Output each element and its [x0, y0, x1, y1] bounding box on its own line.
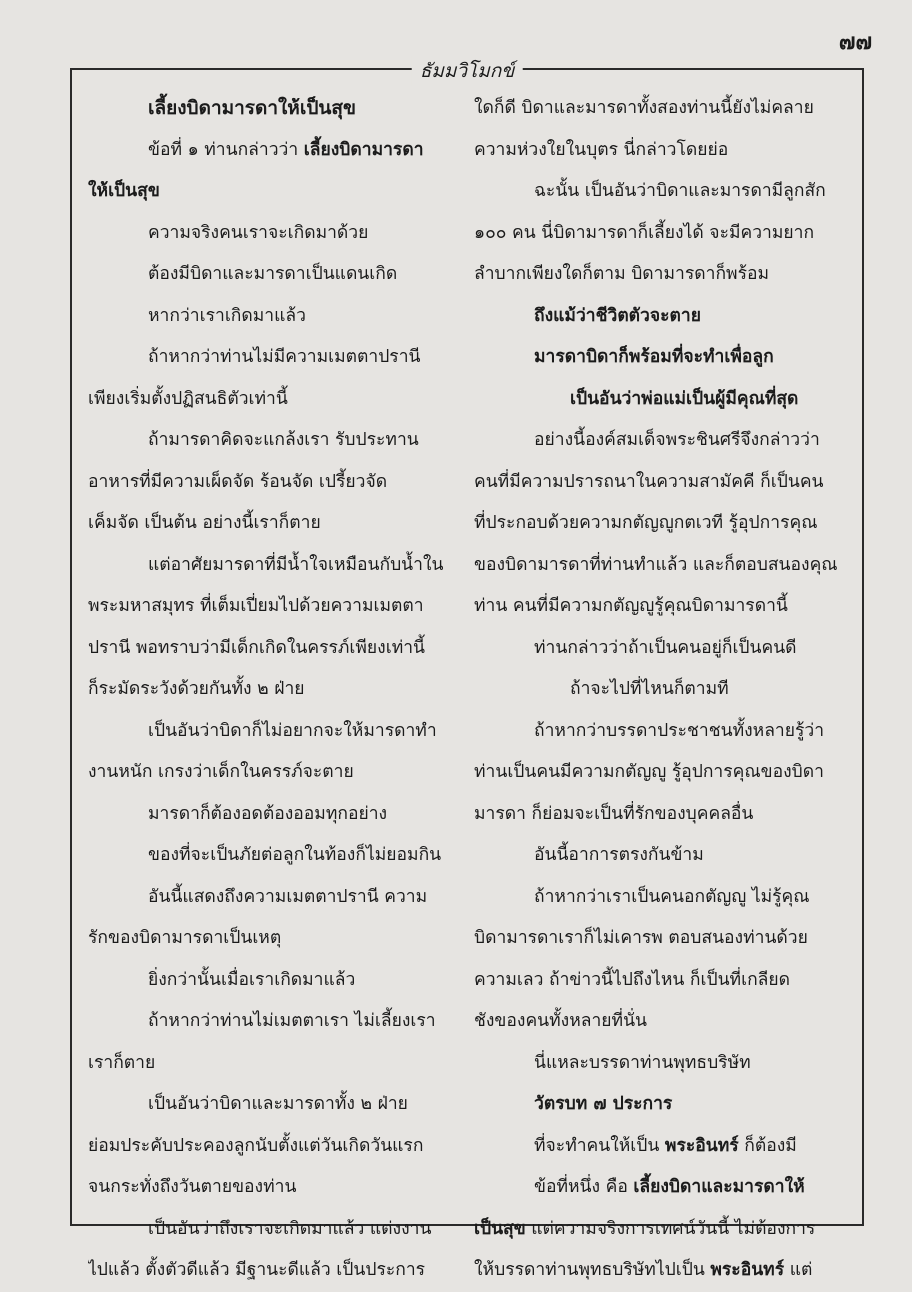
text-line: ถ้ามารดาคิดจะแกล้งเรา รับประทาน [148, 430, 419, 450]
text-fragment: ข้อที่หนึ่ง คือ [534, 1177, 634, 1197]
text-line: อันนี้แสดงถึงความเมตตาปรานี ความ [148, 886, 428, 907]
text-line: มารดาก็ต้องอดต้องออมทุกอย่าง [148, 803, 388, 824]
text-line: นี่แหละบรรดาท่านพุทธบริษัท [534, 1052, 751, 1073]
text-line: เป็นอันว่าบิดาและมารดาทั้ง ๒ ฝ่าย [148, 1094, 408, 1114]
left-column [88, 88, 458, 1292]
text-line: ลำบากเพียงใดก็ตาม บิดามารดาก็พร้อม [474, 264, 770, 284]
text-line: จนกระทั่งถึงวันตายของท่าน [88, 1177, 297, 1197]
text-line: แต่อาศัยมารดาที่มีน้ำใจเหมือนกับน้ำใน [148, 554, 444, 575]
bold-fragment: พระอินทร์ [664, 1135, 739, 1156]
bold-line: ถึงแม้ว่าชีวิตตัวจะตาย [534, 305, 701, 326]
text-line: อันนี้อาการตรงกันข้าม [534, 845, 704, 865]
text-line [474, 1167, 844, 1209]
bold-fragment: เลี้ยงบิดามารดา [303, 139, 424, 160]
text-line: ท่านเป็นคนมีความกตัญญู รู้อุปการคุณของบิดา [474, 762, 824, 782]
text-line [88, 130, 458, 172]
text-fragment: ก็ต้องมี [738, 1135, 797, 1156]
text-line: บิดามารดาเราก็ไม่เคารพ ตอบสนองท่านด้วย [474, 928, 808, 948]
section-heading: เลี้ยงบิดามารดาให้เป็นสุข [148, 97, 356, 119]
text-line: ท่านกล่าวว่าถ้าเป็นคนอยู่ก็เป็นคนดี [534, 637, 797, 658]
text-line: หากว่าเราเกิดมาแล้ว [148, 305, 306, 326]
text-line: ของบิดามารดาที่ท่านทำแล้ว และก็ตอบสนองคุณ [474, 554, 838, 575]
text-line: รักของบิดามารดาเป็นเหตุ [88, 928, 282, 948]
text-line: อย่างนี้องค์สมเด็จพระชินศรีจึงกล่าวว่า [534, 430, 820, 450]
text-line: ต้องมีบิดาและมารดาเป็นแดนเกิด [148, 264, 398, 284]
text-line: ฉะนั้น เป็นอันว่าบิดาและมารดามีลูกสัก [534, 181, 826, 201]
text-line [474, 1209, 844, 1251]
text-fragment: ข้อที่ ๑ ท่านกล่าวว่า [148, 139, 304, 160]
text-line: ถ้าหากว่าท่านไม่เมตตาเรา ไม่เลี้ยงเรา [148, 1011, 436, 1031]
text-line: ความห่วงใยในบุตร นี่กล่าวโดยย่อ [474, 139, 729, 160]
bold-fragment: เลี้ยงบิดาและมารดาให้ [633, 1177, 805, 1197]
text-line: ๑๐๐ คน นี่บิดามารดาก็เลี้ยงได้ จะมีความยาก [474, 222, 815, 243]
bold-line: วัตรบท ๗ ประการ [534, 1094, 673, 1114]
text-line: เพียงเริ่มตั้งปฏิสนธิตัวเท่านี้ [88, 388, 288, 409]
text-line: เราก็ตาย [88, 1052, 156, 1073]
running-head: ธัมมวิโมกข์ [412, 56, 523, 86]
page-frame [70, 60, 864, 1280]
text-line: เป็นอันว่าถึงเราจะเกิดมาแล้ว แต่งงาน [148, 1218, 432, 1239]
text-line: ถ้าจะไปที่ไหนก็ตามที [570, 679, 729, 699]
bold-line: มารดาบิดาก็พร้อมที่จะทำเพื่อลูก [534, 347, 774, 367]
text-fragment: ที่จะทำคนให้เป็น [534, 1135, 665, 1156]
text-line: คนที่มีความปรารถนาในความสามัคคี ก็เป็นคน [474, 471, 824, 492]
text-line: ใดก็ดี บิดาและมารดาทั้งสองท่านนี้ยังไม่คลาย [474, 98, 814, 118]
text-line: ถ้าหากว่าท่านไม่มีความเมตตาปรานี [148, 347, 421, 367]
page-number: ๗๗ [838, 29, 872, 55]
text-line: ให้เป็นสุข [88, 181, 160, 201]
text-line: ยิ่งกว่านั้นเมื่อเราเกิดมาแล้ว [148, 969, 356, 990]
text-line: ถ้าหากว่าเราเป็นคนอกตัญญู ไม่รู้คุณ [534, 886, 810, 907]
text-line: ความเลว ถ้าข่าวนี้ไปถึงไหน ก็เป็นที่เกลียด [474, 969, 791, 990]
text-line: ความจริงคนเราจะเกิดมาด้วย [148, 222, 369, 243]
bold-fragment: พระอินทร์ [710, 1260, 785, 1280]
text-line: ย่อมประคับประคองลูกนับตั้งแต่วันเกิดวันแรก [88, 1135, 424, 1156]
text-line: มารดา ก็ย่อมจะเป็นที่รักของบุคคลอื่น [474, 803, 754, 824]
text-line: ถ้าหากว่าบรรดาประชาชนทั้งหลายรู้ว่า [534, 720, 825, 741]
text-fragment: ให้บรรดาท่านพุทธบริษัทไปเป็น [474, 1260, 711, 1280]
text-line [474, 1250, 844, 1292]
text-fragment: แต่ [784, 1260, 813, 1280]
text-line: พระมหาสมุทร ที่เต็มเปี่ยมไปด้วยความเมตตา [88, 596, 424, 616]
text-line: ท่าน คนที่มีความกตัญญูรู้คุณบิดามารดานี้ [474, 596, 788, 616]
bold-fragment: เป็นสุข [474, 1218, 526, 1239]
text-line: ของที่จะเป็นภัยต่อลูกในท้องก็ไม่ยอมกิน [148, 845, 442, 865]
text-line: เค็มจัด เป็นต้น อย่างนี้เราก็ตาย [88, 513, 321, 533]
text-line: งานหนัก เกรงว่าเด็กในครรภ์จะตาย [88, 762, 354, 782]
text-line [474, 1126, 844, 1168]
text-line: ปรานี พอทราบว่ามีเด็กเกิดในครรภ์เพียงเท่านี้ [88, 637, 426, 658]
bold-line: เป็นอันว่าพ่อแม่เป็นผู้มีคุณที่สุด [570, 388, 799, 409]
right-column [474, 88, 844, 1292]
text-line: อาหารที่มีความเผ็ดจัด ร้อนจัด เปรี้ยวจัด [88, 471, 388, 492]
text-line: ก็ระมัดระวังด้วยกันทั้ง ๒ ฝ่าย [88, 679, 305, 699]
text-line: ชังของคนทั้งหลายที่นั่น [474, 1011, 647, 1031]
text-line: ไปแล้ว ตั้งตัวดีแล้ว มีฐานะดีแล้ว เป็นประการ [88, 1260, 426, 1280]
text-line: เป็นอันว่าบิดาก็ไม่อยากจะให้มารดาทำ [148, 720, 437, 741]
text-line: ที่ประกอบด้วยความกตัญญูกตเวที รู้อุปการคุณ [474, 513, 818, 533]
text-fragment: แต่ความจริงการเทศน์วันนี้ ไม่ต้องการ [525, 1218, 816, 1239]
